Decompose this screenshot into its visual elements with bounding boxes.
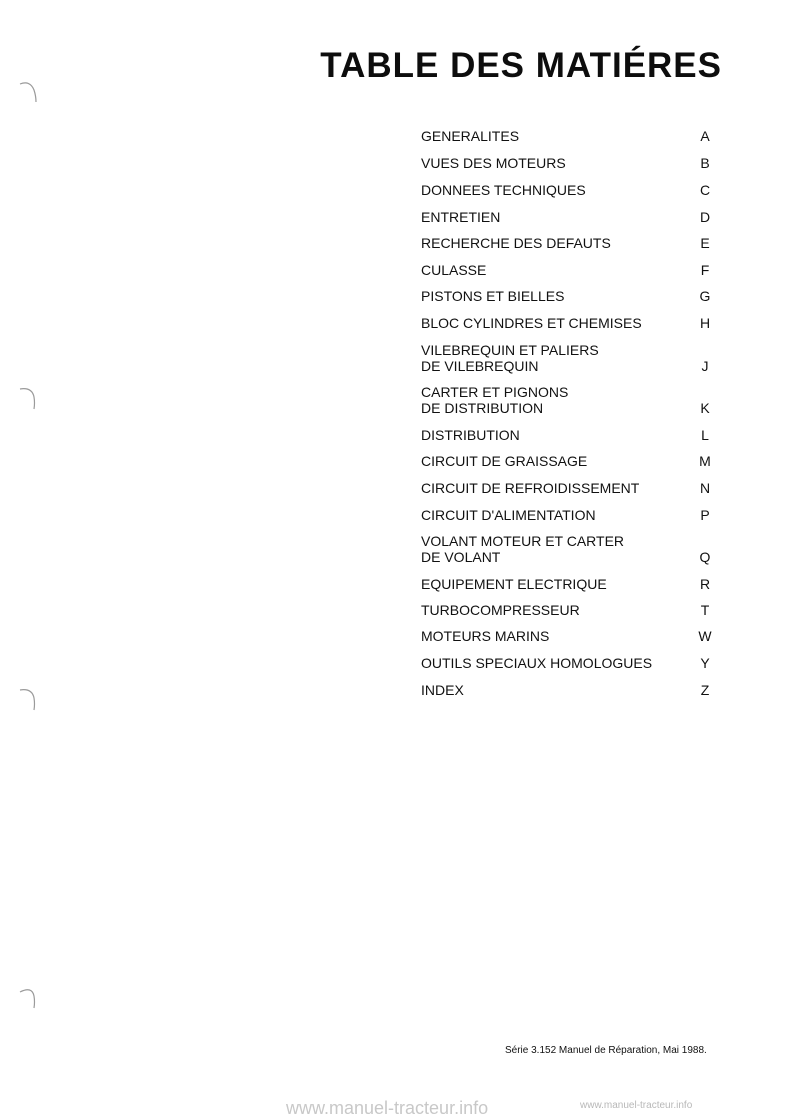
toc-entry-label: VUES DES MOTEURS (421, 155, 566, 171)
toc-entry-letter: K (700, 400, 710, 416)
toc-entry-label: RECHERCHE DES DEFAUTS (421, 235, 611, 251)
toc-entry-label: CIRCUIT DE GRAISSAGE (421, 453, 588, 469)
toc-entry-letter: A (700, 128, 710, 144)
toc-entry-letter: T (700, 602, 710, 618)
toc-entry-letter: W (698, 628, 712, 644)
toc-entry-label: DISTRIBUTION (421, 427, 520, 443)
toc-entry-letter: P (700, 507, 710, 523)
toc-entry-letter: G (699, 288, 711, 304)
toc-entry-label: TURBOCOMPRESSEUR (421, 602, 580, 618)
toc-entry-letter: M (699, 453, 711, 469)
toc-entry-label: CIRCUIT D'ALIMENTATION (421, 507, 596, 523)
toc-entry-letter: B (700, 155, 710, 171)
toc-entry-letter: C (699, 182, 711, 198)
toc-entry-label: PISTONS ET BIELLES (421, 288, 565, 304)
toc-entry-label: VOLANT MOTEUR ET CARTER (421, 533, 625, 549)
toc-entry-letter: Z (700, 682, 710, 698)
punch-hole-mark (18, 78, 40, 104)
toc-entry-letter: F (700, 262, 710, 278)
punch-hole-mark (18, 686, 40, 712)
watermark-text: www.manuel-tracteur.info (286, 1098, 489, 1118)
toc-entry-label: GENERALITES (421, 128, 520, 144)
toc-entry-label: MOTEURS MARINS (421, 628, 550, 644)
toc-entry-label: BLOC CYLINDRES ET CHEMISES (421, 315, 642, 331)
toc-entry-label: CARTER ET PIGNONS (421, 384, 569, 400)
page-title: TABLE DES MATIÉRES (320, 46, 722, 85)
toc-entry-label: CIRCUIT DE REFROIDISSEMENT (421, 480, 640, 496)
punch-hole-mark (18, 984, 40, 1010)
toc-entry-letter: R (699, 576, 711, 592)
toc-entry-label-line2: DE VILEBREQUIN (421, 358, 539, 374)
toc-entry-label-line2: DE VOLANT (421, 549, 501, 565)
footer-note: Série 3.152 Manuel de Réparation, Mai 1988. (505, 1045, 707, 1056)
toc-entry-letter: H (699, 315, 711, 331)
toc-entry-label-line2: DE DISTRIBUTION (421, 400, 544, 416)
toc-entry-label: OUTILS SPECIAUX HOMOLOGUES (421, 655, 653, 671)
toc-entry-label: ENTRETIEN (421, 209, 501, 225)
toc-entry-label: VILEBREQUIN ET PALIERS (421, 342, 599, 358)
toc-entry-label: INDEX (421, 682, 464, 698)
toc-entry-label: EQUIPEMENT ELECTRIQUE (421, 576, 607, 592)
toc-entry-letter: E (700, 235, 710, 251)
toc-entry-letter: Y (700, 655, 710, 671)
toc-entry-letter: N (699, 480, 711, 496)
toc-entry-letter: Q (699, 549, 711, 565)
watermark-text: www.manuel-tracteur.info (580, 1100, 693, 1111)
toc-entry-label: CULASSE (421, 262, 487, 278)
toc-entry-letter: L (701, 427, 709, 443)
punch-hole-mark (18, 385, 40, 411)
toc-entry-label: DONNEES TECHNIQUES (421, 182, 586, 198)
toc-entry-letter: J (701, 358, 709, 374)
toc-entry-letter: D (699, 209, 711, 225)
